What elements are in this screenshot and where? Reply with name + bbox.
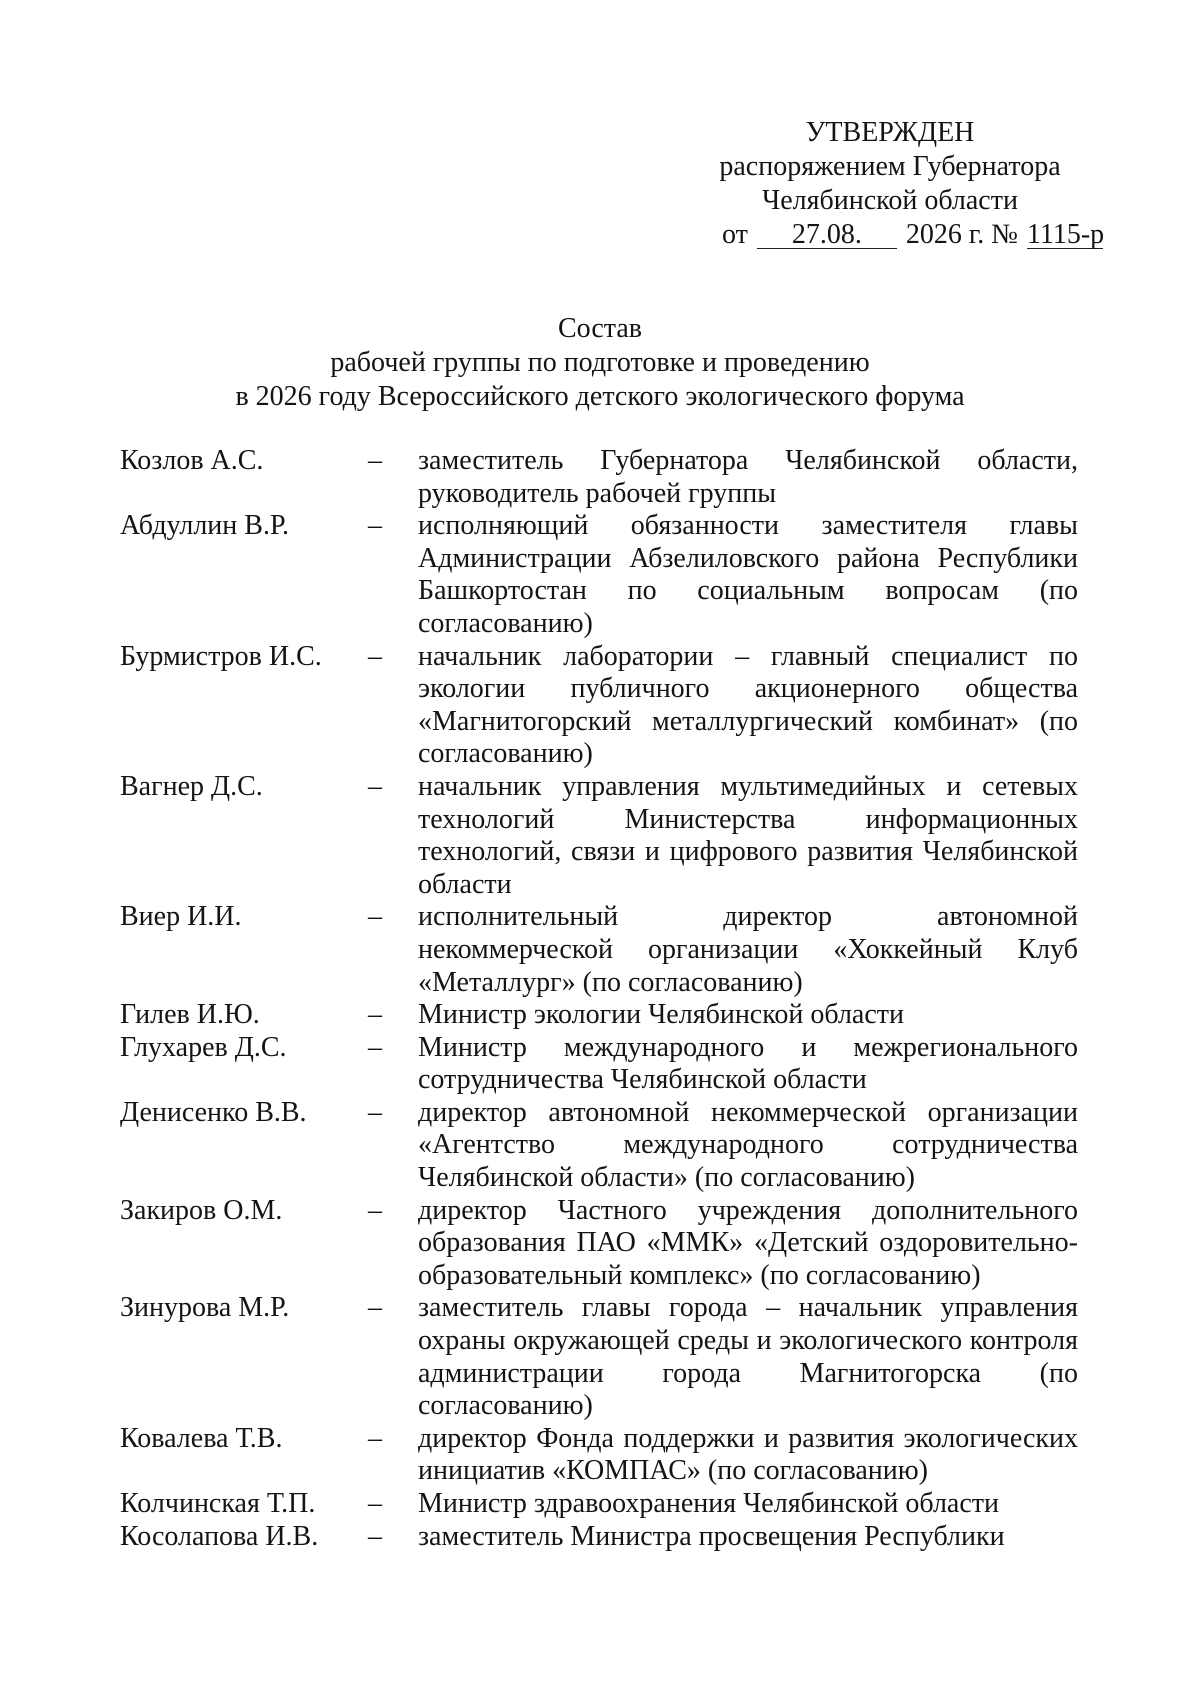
member-role: директор автономной некоммерческой организации «Агентство международного сотрудничества Челябинской области» (по согласованию) [418, 1096, 1078, 1194]
list-item [120, 771, 1078, 901]
list-item [120, 901, 1078, 999]
member-name: Бурмистров И.С. [120, 640, 322, 672]
member-role: заместитель Министра просвещения Республики [418, 1520, 1005, 1552]
member-dash: – [368, 1520, 382, 1552]
member-role: заместитель Губернатора Челябинской области, руководитель рабочей группы [418, 445, 1078, 509]
member-role: Министр экологии Челябинской области [418, 999, 904, 1031]
list-item [120, 999, 1078, 1032]
list-item [120, 1521, 1078, 1554]
list-item [120, 1488, 1078, 1521]
title-line-3: в 2026 году Всероссийского детского экологического форума [235, 381, 965, 412]
member-name: Абдуллин В.Р. [120, 510, 290, 542]
list-item [120, 445, 1078, 510]
member-name: Косолапова И.В. [120, 1520, 319, 1552]
member-name: Глухарев Д.С. [120, 1031, 287, 1063]
title-line-1: Состав [557, 313, 643, 344]
member-dash: – [368, 1031, 382, 1063]
member-role: начальник управления мультимедийных и сетевых технологий Министерства информационных технологий, связи и цифрового развития Челябинской области [418, 770, 1078, 900]
title-line-2: рабочей группы по подготовке и проведению [330, 347, 870, 378]
from-label: от [722, 219, 748, 250]
list-item [120, 1097, 1078, 1195]
member-name: Денисенко В.В. [120, 1096, 307, 1128]
member-dash: – [368, 770, 382, 802]
member-name: Закиров О.М. [120, 1194, 283, 1226]
member-role: директор Частного учреждения дополнительного образования ПАО «ММК» «Детский оздоровительно-образовательный комплекс» (по согласованию) [418, 1194, 1078, 1291]
member-role: Министр международного и межрегионального сотрудничества Челябинской области [418, 1031, 1078, 1096]
list-item [120, 510, 1078, 640]
member-role: заместитель главы города – начальник управления охраны окружающей среды и экологического контроля администрации города Магнитогорска (по согласованию) [418, 1292, 1078, 1422]
member-role: директор Фонда поддержки и развития экологических инициатив «КОМПАС» (по согласованию) [418, 1422, 1078, 1487]
list-item [120, 1423, 1078, 1488]
approval-year-text: 2026 г. № [905, 219, 1018, 250]
member-role: Министр здравоохранения Челябинской области [418, 1488, 999, 1519]
list-item [120, 1195, 1078, 1293]
list-item [120, 1292, 1078, 1422]
member-dash: – [368, 1422, 382, 1454]
member-role: исполнительный директор автономной некоммерческой организации «Хоккейный Клуб «Металлург» (по согласованию) [418, 901, 1078, 998]
approval-block [690, 116, 1105, 252]
list-item [120, 641, 1078, 771]
members-list [120, 445, 1078, 1553]
member-dash: – [368, 999, 382, 1031]
member-name: Гилев И.Ю. [120, 999, 260, 1031]
member-role: исполняющий обязанности заместителя главы Администрации Абзелиловского района Республики Башкортостан по социальным вопросам (по согласованию) [418, 510, 1078, 639]
member-name: Колчинская Т.П. [120, 1488, 316, 1519]
approval-date-line [690, 218, 1105, 252]
member-dash: – [368, 510, 382, 542]
member-name: Виер И.И. [120, 901, 242, 933]
member-name: Козлов А.С. [120, 445, 264, 476]
approval-date: 27.08. [757, 222, 897, 249]
list-item [120, 1032, 1078, 1097]
member-dash: – [368, 1292, 382, 1324]
member-name: Вагнер Д.С. [120, 770, 263, 802]
member-name: Зинурова М.Р. [120, 1292, 290, 1324]
member-name: Ковалева Т.В. [120, 1422, 283, 1454]
approval-number: 1115-р [1026, 219, 1105, 250]
member-dash: – [368, 901, 382, 933]
member-dash: – [368, 640, 382, 672]
document-title [150, 312, 1050, 414]
member-dash: – [368, 445, 382, 476]
approval-line-1: распоряжением Губернатора [719, 151, 1061, 182]
approval-heading: УТВЕРЖДЕН [805, 117, 975, 148]
member-dash: – [368, 1488, 382, 1519]
approval-line-2: Челябинской области [762, 185, 1018, 216]
member-role: начальник лаборатории – главный специалист по экологии публичного акционерного общества «Магнитогорский металлургический комбинат» (по согласованию) [418, 640, 1078, 770]
member-dash: – [368, 1096, 382, 1128]
member-dash: – [368, 1194, 382, 1226]
